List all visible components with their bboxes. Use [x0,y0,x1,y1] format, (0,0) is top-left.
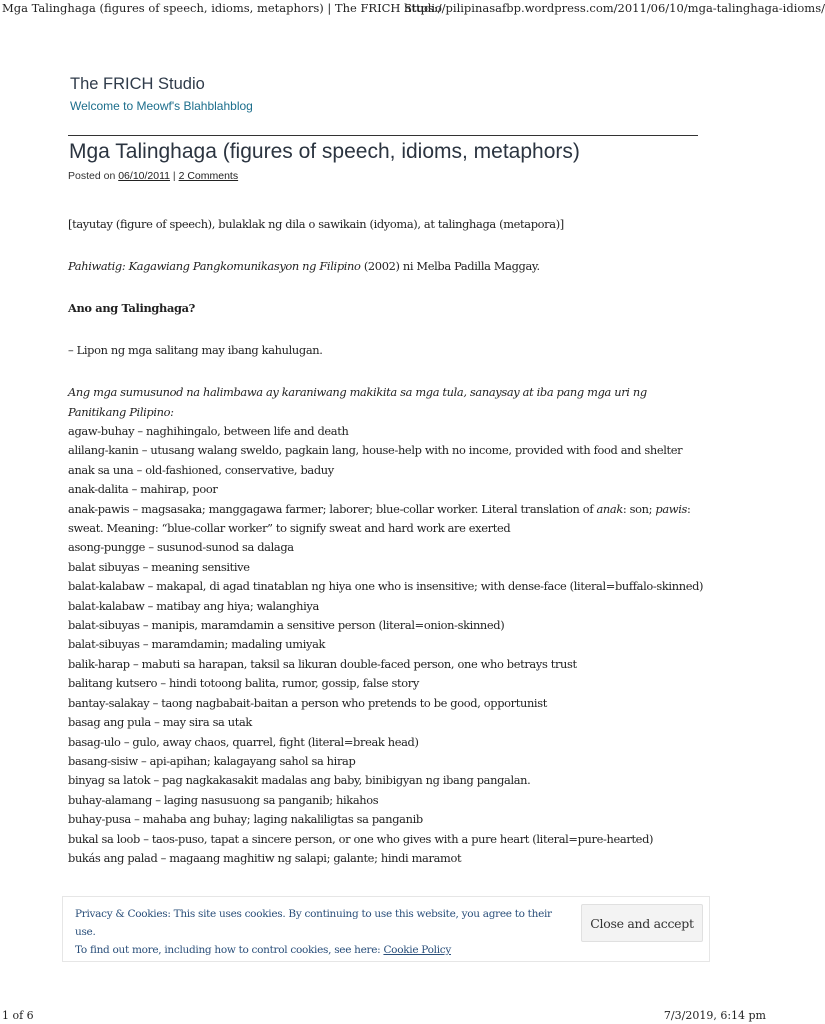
list-item: bukás ang palad – magaang maghitiw ng salapi; galante; hindi maramot [68,850,462,865]
list-item: anak-dalita – mahirap, poor [68,482,218,497]
site-description: Welcome to Meowf's Blahblahblog [70,99,253,113]
idiom-list [68,422,708,865]
cookie-text [75,905,555,959]
list-item: balat-sibuyas – manipis, maramdamin a sensitive person (literal=onion-skinned) [68,618,505,633]
intro-paragraph: Ang mga sumusunod na halimbawa ay karaniwang makikita sa mga tula, sanaysay at iba pang mga uri ng Panitikang Pilipino: [68,385,647,419]
post-content [68,214,708,865]
list-item: basang-sisiw – api-apihan; kalagayang sahol sa hirap [68,753,356,768]
list-item: balat-kalabaw – makapal, di agad tinatablan ng hiya one who is insensitive; with dense-face (literal=buffalo-skinned) [68,579,704,594]
cookie-banner [62,896,710,962]
list-item: asong-pungge – susunod-sunod sa dalaga [68,540,294,555]
source-book-title: Pahiwatig: Kagawiang Pangkomunikasyon ng Filipino [68,259,361,273]
list-item: buhay-alamang – laging nasusuong sa panganib; hikahos [68,792,379,807]
list-item: balat sibuyas – meaning sensitive [68,559,250,574]
print-header [0,0,825,20]
list-item: basag ang pula – may sira sa utak [68,715,252,730]
site-title[interactable]: The FRICH Studio [70,75,205,93]
cookie-notice: Privacy & Cookies: This site uses cookies. By continuing to use this website, you agree to their use. [75,908,552,938]
print-datetime: 7/3/2019, 6:14 pm [663,1009,766,1022]
list-item: basag-ulo – gulo, away chaos, quarrel, fight (literal=break head) [68,734,419,749]
print-header-title: Mga Talinghaga (figures of speech, idioms, metaphors) | The FRICH Studio [2,1,442,15]
list-item: agaw-buhay – naghihingalo, between life and death [68,424,349,438]
post-title: Mga Talinghaga (figures of speech, idioms, metaphors) [69,140,580,163]
cookie-policy-link[interactable]: Cookie Policy [383,944,451,956]
post-date-link[interactable]: 06/10/2011 [118,170,170,182]
list-item: balat-kalabaw – matibay ang hiya; walanghiya [68,598,319,613]
list-item: bukal sa loob – taos-puso, tapat a sincere person, or one who gives with a pure heart (literal=pure-hearted) [68,831,654,846]
list-item: alilang-kanin – utusang walang sweldo, pagkain lang, house-help with no income, provided with food and shelter [68,443,683,458]
source-paragraph [68,256,708,298]
list-item: balitang kutsero – hindi totoong balita, rumor, gossip, false story [68,676,419,691]
list-item: buhay-pusa – mahaba ang buhay; laging nakaliligtas sa panganib [68,812,423,827]
list-item: balat-sibuyas – maramdamin; madaling umiyak [68,637,326,652]
definition-paragraph: – Lipon ng mga salitang may ibang kahulugan. [68,343,323,357]
list-item: anak sa una – old-fashioned, conservative, baduy [68,462,334,477]
lead-paragraph: [tayutay (figure of speech), bulaklak ng dila o sawikain (idyoma), at talinghaga (metapora)] [68,217,564,231]
print-footer [0,1008,768,1024]
close-and-accept-button[interactable]: Close and accept [581,904,703,942]
source-author: (2002) ni Melba Padilla Maggay. [360,259,540,273]
list-item: binyag sa latok – pag nagkakasakit madalas ang baby, binibigyan ng ibang pangalan. [68,773,531,788]
comments-link[interactable]: 2 Comments [178,170,239,182]
list-item: bantay-salakay – taong nagbabait-baitan a person who pretends to be good, opportunist [68,695,547,710]
list-item: balik-harap – mabuti sa harapan, taksil sa likuran double-faced person, one who betrays trust [68,656,577,671]
section-heading: Ano ang Talinghaga? [68,301,195,315]
post-meta [68,170,238,182]
print-header-url: https://pilipinasafbp.wordpress.com/2011/06/10/mga-talinghaga-idioms/ [404,1,825,15]
list-item: anak-pawis – magsasaka; manggagawa farmer; laborer; blue-collar worker. Literal translation of anak: son; pawis: sweat. Meaning: “blue-collar worker” to signify sweat and hard work are exerted [68,501,691,536]
cookie-more-line: To find out more, including how to control cookies, see here: Cookie Policy [75,944,451,956]
header-divider [68,135,698,136]
meta-separator: | [172,170,176,182]
posted-on-label: Posted on [68,170,116,182]
page-number: 1 of 6 [2,1009,34,1022]
